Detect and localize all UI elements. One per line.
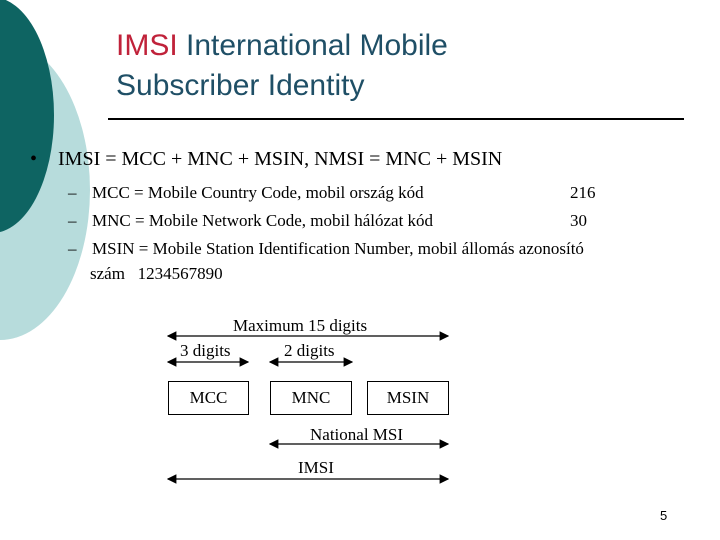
title-rest: International Mobile [177, 29, 448, 62]
dash-icon: – [68, 239, 77, 258]
sub-mnc-value: 30 [570, 211, 587, 230]
mnc-box: MNC [270, 381, 352, 415]
msin-box: MSIN [367, 381, 449, 415]
sub-msin-example: szám 1234567890 [90, 264, 223, 283]
sub-mnc-text: MNC = Mobile Network Code, mobil hálózat kód [92, 211, 434, 230]
sub-mcc-text: MCC = Mobile Country Code, mobil ország kód [92, 183, 424, 202]
imsi-label: IMSI [298, 458, 334, 477]
sub-mcc-value: 216 [570, 183, 596, 202]
title-line-two: Subscriber Identity [116, 69, 365, 102]
bullet-imsi-formula: IMSI = MCC + MNC + MSIN, NMSI = MNC + MSIN [58, 148, 503, 170]
bullet-icon: • [30, 148, 38, 170]
mnc-digits-label: 2 digits [284, 341, 335, 360]
max-digits-label: Maximum 15 digits [233, 316, 368, 335]
nmsi-label: National MSI [310, 425, 404, 444]
dash-icon: – [68, 211, 77, 230]
title-acronym: IMSI [116, 29, 178, 62]
sub-msin-text: MSIN = Mobile Station Identification Number, mobil állomás azonosító [92, 239, 584, 258]
page-number: 5 [660, 508, 668, 523]
mcc-digits-label: 3 digits [180, 341, 231, 360]
dash-icon: – [68, 183, 77, 202]
mcc-box: MCC [168, 381, 249, 415]
